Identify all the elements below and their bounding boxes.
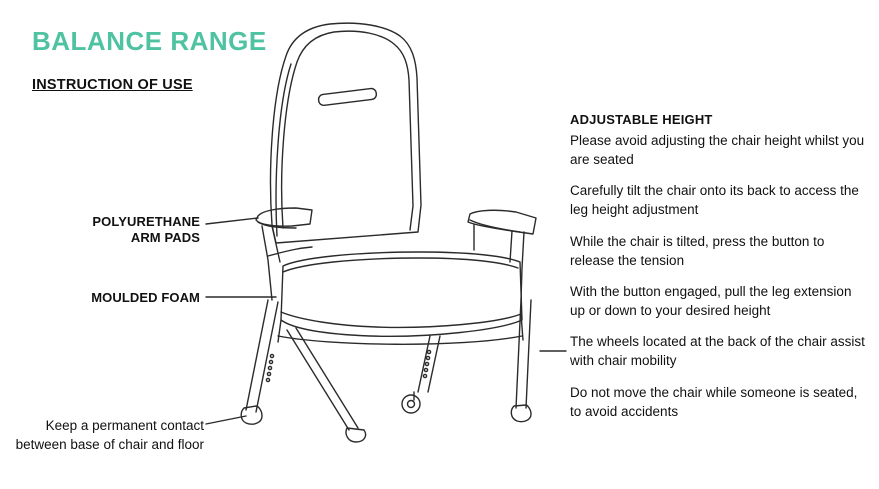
adjustable-height-panel <box>570 112 870 421</box>
page-title: BALANCE RANGE <box>32 26 267 56</box>
callout-arm-pads-line1: POLYURETHANE <box>92 214 200 229</box>
leader-line-arm-pads <box>206 218 258 224</box>
adjustable-height-paragraph: Please avoid adjusting the chair height whilst you are seated <box>570 133 865 168</box>
leader-line-floor-contact <box>206 416 246 424</box>
page-subtitle: INSTRUCTION OF USE <box>32 77 193 93</box>
callout-label-moulded-foam: MOULDED FOAM <box>91 290 200 305</box>
adjustable-height-heading: ADJUSTABLE HEIGHT <box>570 112 713 127</box>
adjustable-height-paragraph: Carefully tilt the chair onto its back to access the leg height adjustment <box>570 183 859 218</box>
callout-label-floor-contact: Keep a permanent contact between base of chair and floor <box>15 418 204 452</box>
adjustable-height-paragraph: While the chair is tilted, press the button to release the tension <box>570 233 825 268</box>
adjustable-height-paragraph: With the button engaged, pull the leg extension up or down to your desired height <box>570 283 852 319</box>
adjustable-height-paragraph: Do not move the chair while someone is seated, to avoid accidents <box>570 384 858 419</box>
callout-label-arm-pads <box>40 214 200 247</box>
callout-arm-pads-line2: ARM PADS <box>130 230 200 246</box>
adjustable-height-paragraph: The wheels located at the back of the chair assist with chair mobility <box>570 334 865 369</box>
